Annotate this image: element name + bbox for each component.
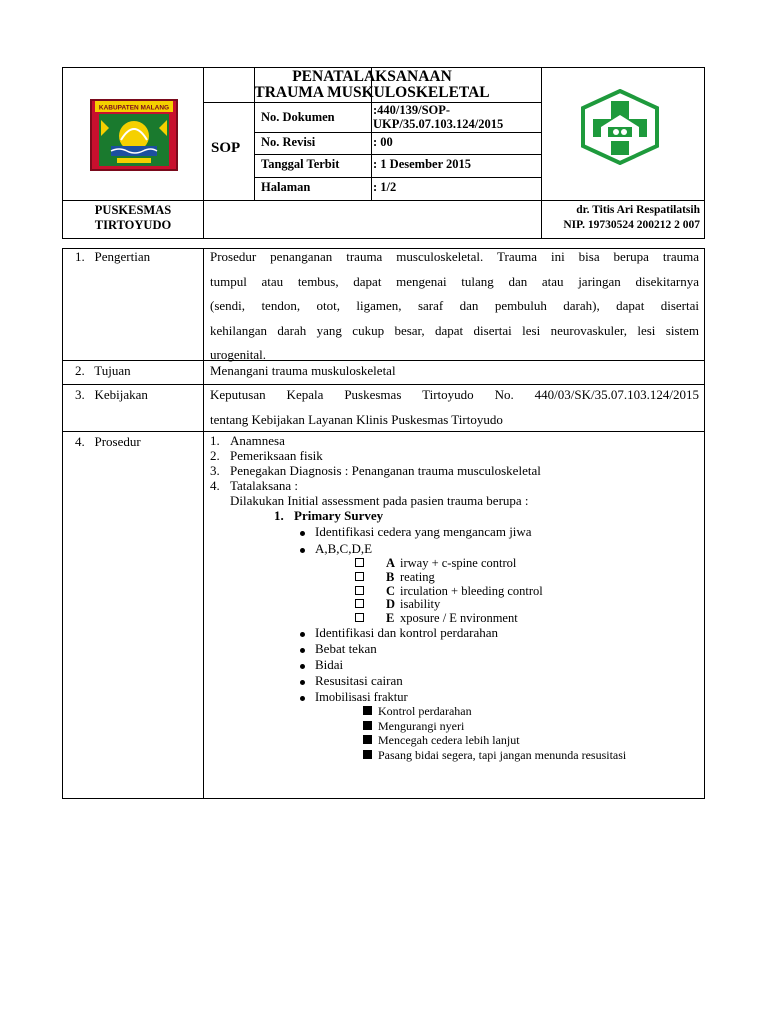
- pengertian-text: Prosedur penanganan trauma musculoskeletal. Trauma ini bisa berupa trauma tumpul atau tembus, dapat mengenai tulang dan atau jaringan disekitarnya (sendi, tendon, otot, ligamen, saraf dan pembuluh darah), dapat disertai kehilangan darah yang cukup besar, dapat disertai lesi neurovaskuler, lesi sistem urogenital.: [210, 249, 699, 362]
- abcde-item: B reating: [355, 571, 543, 585]
- puskesmas-logo: [581, 89, 659, 170]
- square-bullet-icon: [363, 721, 372, 730]
- organization-name: PUSKESMAS TIRTOYUDO: [94, 203, 172, 232]
- primary-bullet: Resusitasi cairan: [300, 673, 498, 689]
- bullets-b-list: [300, 625, 498, 705]
- primary-bullet: Identifikasi cedera yang mengancam jiwa: [300, 524, 532, 540]
- prosedur-step: 2. Pemeriksaan fisik: [210, 448, 323, 463]
- signer-info: [541, 203, 704, 233]
- abcde-item: D isability: [355, 598, 543, 612]
- primary-bullet: Identifikasi dan kontrol perdarahan: [300, 625, 498, 641]
- signer-name: dr. Titis Ari Respatilatsih: [576, 204, 700, 216]
- halaman-value: : 1/2: [373, 180, 397, 194]
- square-bullet-icon: [363, 750, 372, 759]
- tanggal-terbit-value: : 1 Desember 2015: [373, 157, 472, 171]
- prosedur-step: 4. Tatalaksana :: [210, 478, 299, 493]
- svg-text:KABUPATEN MALANG: KABUPATEN MALANG: [98, 104, 170, 112]
- prosedur-steps: [210, 433, 541, 508]
- kabupaten-malang-logo: [89, 98, 179, 177]
- no-dokumen-label: No. Dokumen: [261, 110, 335, 124]
- fraktur-item: Kontrol perdarahan: [363, 704, 626, 719]
- abcde-item: E xposure / E nvironment: [355, 612, 543, 626]
- pengertian-label: 1. Pengertian: [75, 249, 151, 264]
- bullet-icon: [300, 632, 305, 637]
- prosedur-step: 1. Anamnesa: [210, 433, 285, 448]
- fraktur-item: Pasang bidai segera, tapi jangan menunda resusitasi: [363, 748, 626, 763]
- fraktur-item: Mengurangi nyeri: [363, 719, 626, 734]
- bullet-icon: [300, 680, 305, 685]
- checkbox-icon: [355, 586, 364, 595]
- square-bullet-icon: [363, 706, 372, 715]
- abcde-item: C irculation + bleeding control: [355, 585, 543, 599]
- no-revisi-value: : 00: [373, 135, 393, 149]
- document-title: [203, 69, 541, 101]
- prosedur-label: 4. Prosedur: [75, 434, 141, 449]
- no-dokumen-value: :440/139/SOP- UKP/35.07.103.124/2015: [373, 103, 504, 131]
- primary-bullet: Imobilisasi fraktur: [300, 689, 498, 705]
- kebijakan-label: 3. Kebijakan: [75, 387, 148, 402]
- sop-label: SOP: [211, 140, 241, 156]
- sop-header-table: [62, 67, 705, 239]
- checkbox-icon: [355, 599, 364, 608]
- bullet-icon: [300, 531, 305, 536]
- primary-survey-heading: 1. Primary Survey: [274, 508, 384, 523]
- checkbox-icon: [355, 613, 364, 622]
- square-bullet-icon: [363, 735, 372, 744]
- sop-content-table: [62, 248, 705, 799]
- primary-bullet: Bidai: [300, 657, 498, 673]
- primary-bullet: Bebat tekan: [300, 641, 498, 657]
- fraktur-item: Mencegah cedera lebih lanjut: [363, 733, 626, 748]
- checkbox-icon: [355, 558, 364, 567]
- prosedur-step: 3. Penegakan Diagnosis : Penanganan trauma musculoskeletal: [210, 463, 541, 478]
- title-line-1: PENATALAKSANAAN: [292, 68, 452, 85]
- primary-bullet: A,B,C,D,E: [300, 541, 372, 557]
- tujuan-text: Menangani trauma muskuloskeletal: [210, 363, 396, 378]
- kebijakan-text: Keputusan Kepala Puskesmas Tirtoyudo No. 440/03/SK/35.07.103.124/2015 tentang Kebijakan Layanan Klinis Puskesmas Tirtoyudo: [210, 387, 699, 427]
- title-line-2: TRAUMA MUSKULOSKELETAL: [254, 84, 490, 101]
- checkbox-icon: [355, 572, 364, 581]
- tujuan-label: 2. Tujuan: [75, 363, 131, 378]
- halaman-label: Halaman: [261, 180, 311, 194]
- bullet-icon: [300, 648, 305, 653]
- prosedur-intro: Dilakukan Initial assessment pada pasien trauma berupa :: [230, 493, 529, 508]
- fraktur-list: [363, 704, 626, 762]
- bullet-icon: [300, 664, 305, 669]
- bullet-icon: [300, 696, 305, 701]
- no-revisi-label: No. Revisi: [261, 135, 316, 149]
- signer-nip: NIP. 19730524 200212 2 007: [563, 219, 700, 231]
- abcde-item: A irway + c-spine control: [355, 557, 543, 571]
- tanggal-terbit-label: Tanggal Terbit: [261, 157, 340, 171]
- abcde-list: [355, 557, 543, 626]
- bullet-icon: [300, 548, 305, 553]
